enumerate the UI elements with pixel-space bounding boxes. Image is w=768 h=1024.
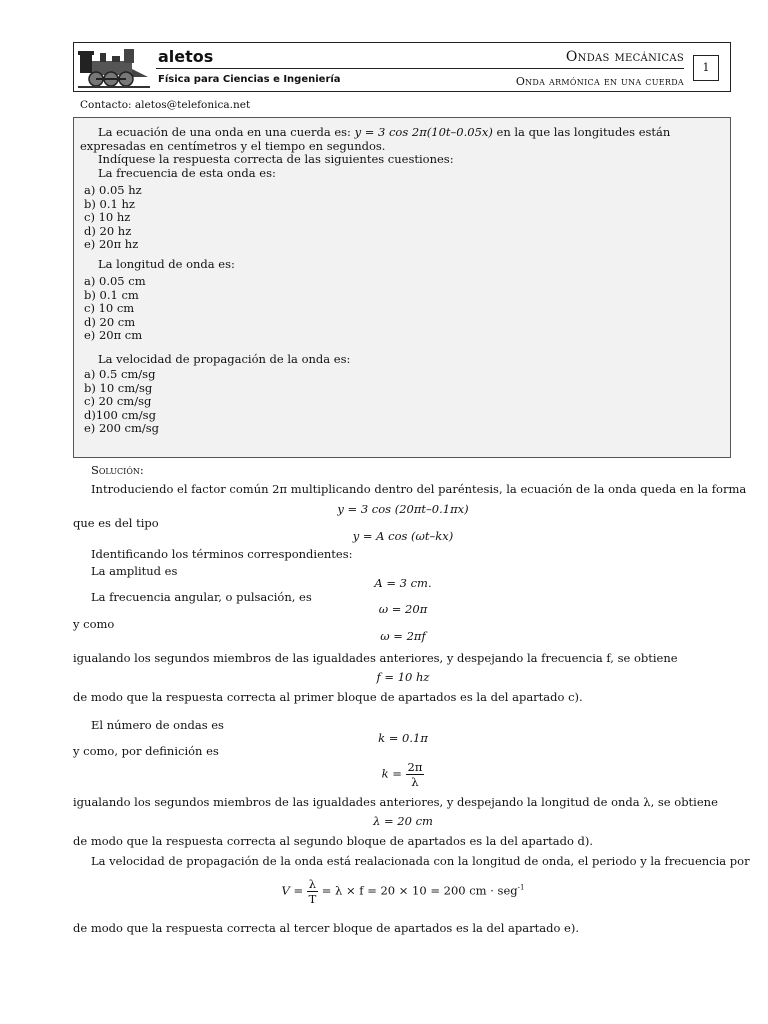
equation: y = 3 cos (20πt–0.1πx)	[337, 502, 469, 516]
solution-text: igualando los segundos miembros de las igualdades anteriores, y despejando la frecuencia f, se obtiene	[73, 651, 678, 665]
solution-text: Identificando los términos correspondientes:	[91, 547, 353, 561]
question-velocity: La velocidad de propagación de la onda es:	[98, 351, 351, 366]
option: d) 20 hz	[84, 223, 132, 238]
option: e) 200 cm/sg	[84, 421, 160, 435]
option: d)100 cm/sg	[84, 407, 156, 422]
equation-fraction: k = $\frac{2\pi}{\lambda}$	[381, 760, 423, 789]
solution-text: que es del tipo	[73, 516, 159, 530]
solution-text: de modo que la respuesta correcta al tercer bloque de apartados es la del apartado e).	[73, 921, 579, 935]
options-wavelength	[84, 275, 724, 343]
option: e) 20π hz	[84, 237, 139, 251]
question-wavelength: La longitud de onda es:	[98, 256, 235, 271]
page-number: 1	[693, 55, 719, 81]
header-divider	[156, 68, 684, 69]
solution-heading: Solución:	[91, 463, 144, 477]
equation: λ = 20 cm	[373, 814, 433, 828]
option: a) 0.05 hz	[84, 183, 142, 197]
option: a) 0.05 cm	[84, 274, 146, 288]
topic-title: Ondas mecánicas	[565, 49, 684, 65]
equation: ω = 2πf	[380, 629, 426, 643]
option: b) 10 cm/sg	[84, 380, 153, 395]
solution-text: y como	[73, 617, 115, 631]
problem-statement: La ecuación de una onda en una cuerda es: y = 3 cos 2π(10t–0.05x) en la que las longitudes están expresadas en centímetros y el tiempo en segundos.	[80, 125, 671, 153]
locomotive-logo-icon	[78, 47, 150, 89]
equation: ω = 20π	[378, 602, 428, 616]
brand-name: aletos	[158, 47, 214, 66]
brand-subtitle: Física para Ciencias e Ingeniería	[158, 74, 341, 85]
solution-text: de modo que la respuesta correcta al primer bloque de apartados es la del apartado c).	[73, 690, 583, 704]
option: c) 20 cm/sg	[84, 394, 152, 408]
option: e) 20π cm	[84, 328, 143, 342]
problem-box	[73, 117, 731, 458]
options-velocity	[84, 368, 724, 436]
solution-text: igualando los segundos miembros de las igualdades anteriores, y despejando la longitud de onda λ, se obtiene	[73, 795, 718, 809]
solution-text: de modo que la respuesta correcta al segundo bloque de apartados es la del apartado d).	[73, 834, 594, 848]
equation: f = 10 hz	[376, 670, 430, 684]
equation-velocity: V = $\frac{\lambda}{T}$ = λ × f = 20 × 10 = 200 cm · seg$^{-1}$	[281, 877, 525, 906]
option: c) 10 hz	[84, 210, 131, 224]
option: d) 20 cm	[84, 314, 136, 329]
solution-text: La amplitud es	[91, 564, 178, 578]
equation: A = 3 cm.	[374, 576, 432, 590]
option: b) 0.1 hz	[84, 196, 135, 211]
solution-text: y como, por definición es	[73, 744, 219, 758]
solution-text: Introduciendo el factor común 2π multiplicando dentro del paréntesis, la ecuación de la onda queda en la forma	[91, 482, 747, 496]
option: a) 0.5 cm/sg	[84, 367, 156, 381]
subtopic-title: Onda armónica en una cuerda	[515, 75, 684, 88]
problem-instruction: Indíquese la respuesta correcta de las siguientes cuestiones:	[98, 152, 454, 166]
question-frequency: La frecuencia de esta onda es:	[98, 165, 276, 180]
solution-text: La velocidad de propagación de la onda está realacionada con la longitud de onda, el periodo y la frecuencia por	[91, 854, 750, 868]
option: c) 10 cm	[84, 301, 135, 315]
option: b) 0.1 cm	[84, 287, 139, 302]
page-header	[73, 42, 731, 92]
contact-line: Contacto: aletos@telefonica.net	[80, 99, 251, 111]
equation: y = A cos (ωt–kx)	[352, 529, 454, 543]
solution-text: El número de ondas es	[91, 718, 224, 732]
options-frequency	[84, 184, 724, 252]
solution-text: La frecuencia angular, o pulsación, es	[91, 590, 312, 604]
equation: k = 0.1π	[378, 731, 428, 745]
